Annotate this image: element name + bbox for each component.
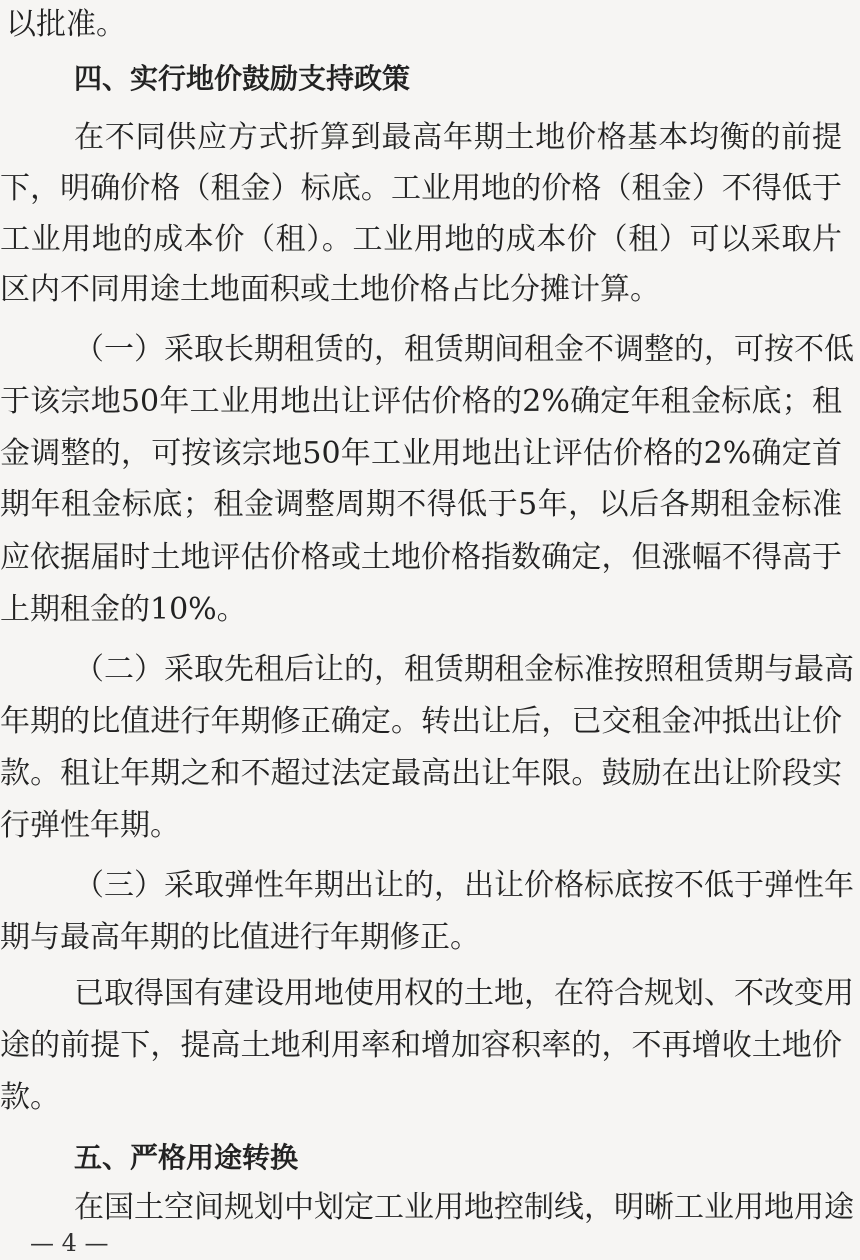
section-heading-4: 四、实行地价鼓励支持政策: [74, 62, 411, 95]
paragraph-line-10: 期年租金标底；租金调整周期不得低于5年，以后各期租金标准: [0, 487, 842, 522]
paragraph-line-16: 行弹性年期。: [0, 808, 180, 843]
paragraph-line-21: 款。: [0, 1080, 60, 1115]
paragraph-line-9: 金调整的，可按该宗地50年工业用地出让评估价格的2%确定首: [0, 436, 842, 471]
page-number: — 4 —: [30, 1229, 109, 1257]
paragraph-line-6: 区内不同用途土地面积或土地价格占比分摊计算。: [0, 272, 660, 307]
paragraph-line-14: 年期的比值进行年期修正确定。转出让后，已交租金冲抵出让价: [0, 704, 842, 739]
paragraph-line-20: 途的前提下，提高土地利用率和增加容积率的，不再增收土地价: [0, 1028, 842, 1063]
paragraph-line-23: 在国土空间规划中划定工业用地控制线，明晰工业用地用途: [74, 1190, 854, 1225]
paragraph-line-19: 已取得国有建设用地使用权的土地，在符合规划、不改变用: [74, 976, 854, 1011]
paragraph-line-15: 款。租让年期之和不超过法定最高出让年限。鼓励在出让阶段实: [0, 756, 842, 791]
paragraph-line-11: 应依据届时土地评估价格或土地价格指数确定，但涨幅不得高于: [0, 540, 842, 575]
paragraph-line-4: 下，明确价格（租金）标底。工业用地的价格（租金）不得低于: [0, 171, 842, 206]
paragraph-line-1: 以批准。: [6, 7, 126, 42]
paragraph-line-13: （二）采取先租后让的，租赁期租金标准按照租赁期与最高: [74, 652, 854, 687]
paragraph-line-7: （一）采取长期租赁的，租赁期间租金不调整的，可按不低: [74, 332, 854, 367]
section-heading-5: 五、严格用途转换: [74, 1141, 299, 1174]
paragraph-line-3: 在不同供应方式折算到最高年期土地价格基本均衡的前提: [74, 120, 842, 155]
paragraph-line-8: 于该宗地50年工业用地出让评估价格的2%确定年租金标底；租: [0, 384, 842, 419]
paragraph-line-5: 工业用地的成本价（租）。工业用地的成本价（租）可以采取片: [0, 222, 842, 257]
paragraph-line-18: 期与最高年期的比值进行年期修正。: [0, 920, 480, 955]
paragraph-line-12: 上期租金的10%。: [0, 592, 247, 627]
paragraph-line-17: （三）采取弹性年期出让的，出让价格标底按不低于弹性年: [74, 868, 854, 903]
